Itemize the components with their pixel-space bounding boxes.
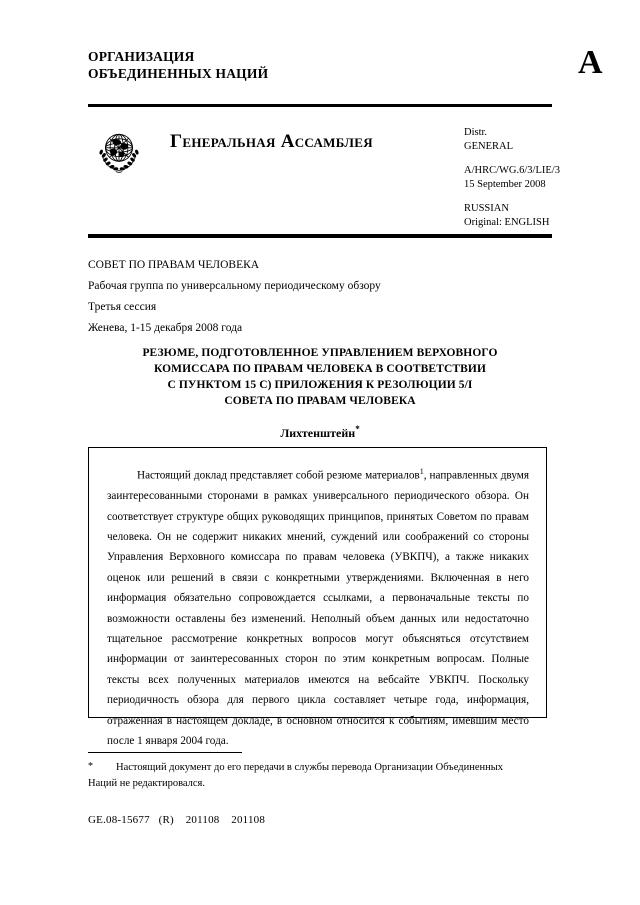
summary-part-2: , направленных двумя заинтересованными сторонами в рамках универсального периодического обзора. Он соответствует структуре общих руководящих принципов, принятых Советом по правам человека. Он не содержит никаких мнений, суждений или соображений со стороны Управления Верховного комиссара по правам человека (УВКПЧ), а также никаких оценок или решений в связи с конкретными утверждениями. Включенная в него информация обязательно сопровождается ссылками, а первоначальные тексты по возможности оставлены без изменений. Неполный объем данных или недостаточно тщательное рассмотрение конкретных вопросов могут объясняться отсутствием информации от заинтересованных сторон по этим конкретным вопросам. Полные тексты всех полученных материалов имеются на вебсайте УВКПЧ. Поскольку периодичность обзора для первого цикла составляет четыре года, информация, отраженная в настоящем докладе, в основном относится к событиям, имевшим место после 1 января 2004 года. (107, 469, 529, 748)
organization-line-2: ОБЪЕДИНЕННЫХ НАЦИЙ (88, 66, 269, 81)
country-footnote-marker: * (355, 424, 360, 434)
original-language: Original: ENGLISH (464, 216, 550, 228)
footnote-marker: * (88, 761, 93, 772)
summary-part-1: Настоящий доклад представляет собой резюме материалов (137, 469, 420, 482)
document-symbol: A/HRC/WG.6/3/LIE/3 (464, 165, 560, 176)
title-line-3: С ПУНКТОМ 15 С) ПРИЛОЖЕНИЯ К РЕЗОЛЮЦИИ 5/I (167, 379, 473, 391)
summary-box (88, 447, 547, 748)
distr-label: Distr. (464, 127, 488, 138)
language-group (464, 202, 560, 229)
un-emblem-icon (92, 124, 146, 178)
masthead-top-rule (88, 104, 552, 107)
footnote-text: Настоящий документ до его передачи в службы перевода Организации Объединенных Наций не редактировался. (88, 762, 504, 789)
session-venue-dates: Женева, 1-15 декабря 2008 года (88, 322, 243, 334)
masthead-bottom-rule (88, 234, 552, 238)
council-block (88, 255, 381, 339)
working-group-name: Рабочая группа по универсальному периодическому обзору (88, 280, 381, 292)
summary-paragraph (107, 462, 529, 751)
title-line-4: СОВЕТА ПО ПРАВАМ ЧЕЛОВЕКА (224, 395, 416, 407)
distribution-block (464, 126, 560, 229)
session-number: Третья сессия (88, 301, 157, 313)
title-line-2: КОМИССАРА ПО ПРАВАМ ЧЕЛОВЕКА В СООТВЕТСТВИИ (153, 363, 486, 375)
country-label: Лихтенштейн (280, 426, 356, 440)
document-series-symbol: A (578, 44, 603, 81)
distribution-group (464, 126, 560, 153)
ge-reference: GE.08-15677 (R) 201108 201108 (88, 814, 266, 826)
document-language: RUSSIAN (464, 203, 509, 214)
council-name: СОВЕТ ПО ПРАВАМ ЧЕЛОВЕКА (88, 259, 260, 271)
title-line-1: РЕЗЮМЕ, ПОДГОТОВЛЕННОЕ УПРАВЛЕНИЕМ ВЕРХОВНОГО (142, 347, 498, 359)
organization-line-1: ОРГАНИЗАЦИЯ (88, 49, 195, 64)
country-subject (88, 424, 552, 441)
summary-footnote-ref: 1 (419, 467, 424, 476)
distr-value: GENERAL (464, 140, 513, 152)
masthead (88, 48, 552, 82)
general-assembly-title: Генеральная Ассамблея (170, 131, 373, 152)
footnote-separator (88, 752, 242, 753)
footnote (88, 760, 508, 792)
document-date: 15 September 2008 (464, 178, 546, 190)
organization-name (88, 48, 552, 82)
document-symbol-group (464, 164, 560, 191)
page-title (88, 345, 552, 409)
